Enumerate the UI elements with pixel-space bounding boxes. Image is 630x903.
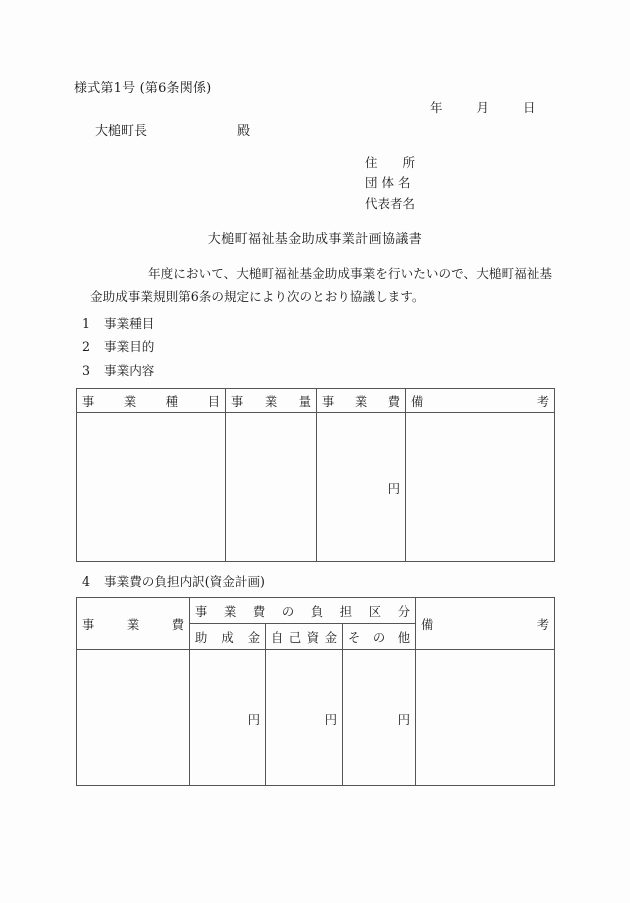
cell-business-volume-value: [226, 486, 316, 488]
addressee-line: [95, 120, 250, 139]
col-header-business-cost: 事業費: [317, 389, 406, 413]
page-title: 大槌町福祉基金助成事業計画協議書: [207, 232, 423, 247]
list-item-2-number: 2: [82, 339, 91, 354]
addressee-honorific: 殿: [237, 124, 251, 139]
body-paragraph: 年度において、大槌町福祉基金助成事業を行いたいので、大槌町福祉基金助成事業規則第6条の規定により次のとおり協議します。: [90, 266, 552, 304]
list-item-4-number: 4: [82, 574, 91, 589]
date-month-label: 月: [476, 100, 489, 115]
cost-breakdown-table: [76, 597, 555, 786]
applicant-address-label: 住 所: [365, 155, 416, 170]
date-year-label: 年: [430, 100, 443, 115]
table-row: [77, 413, 555, 562]
form-number: 様式第1号 (第6条関係): [74, 81, 212, 96]
cell-business-cost-unit: 円: [387, 482, 400, 496]
applicant-representative-label: 代表者名: [365, 195, 416, 211]
cell-business-cost[interactable]: [317, 413, 406, 562]
applicant-field-block: [365, 153, 415, 214]
addressee-name: 大槌町長: [95, 124, 148, 139]
col-header-grant: 助成金: [190, 624, 266, 650]
cell-grant-unit: 円: [247, 712, 260, 727]
applicant-organization-label: 団 体 名: [365, 175, 411, 191]
cell-total-cost-value: [77, 717, 189, 719]
col-header-remarks: 備考: [416, 598, 555, 650]
list-item-3: [82, 360, 154, 379]
table-header-row: [77, 389, 555, 413]
list-item-2-label: 事業目的: [104, 339, 155, 354]
col-header-cost-share-group: 事業費の負担区分: [190, 598, 416, 624]
list-item-1-label: 事業種目: [104, 316, 155, 331]
col-header-own-funds: 自己資金: [266, 624, 343, 650]
list-item-1-number: 1: [82, 316, 91, 331]
table-row: [77, 650, 555, 786]
cell-total-cost[interactable]: [77, 650, 190, 786]
col-header-total-cost: 事業費: [77, 598, 190, 650]
cell-remarks[interactable]: [406, 413, 555, 562]
cell-business-type-value: [77, 486, 225, 488]
cell-own-funds[interactable]: [266, 650, 343, 786]
col-header-business-type: 事業種目: [77, 389, 226, 413]
date-line: [430, 98, 535, 116]
cell-grant[interactable]: [190, 650, 266, 786]
table-header-row-top: [77, 598, 555, 624]
business-plan-table: [76, 388, 555, 562]
list-item-4-label: 事業費の負担内訳(資金計画): [104, 574, 265, 589]
list-item-1: [82, 313, 154, 332]
cell-other[interactable]: [343, 650, 416, 786]
cell-remarks-value: [416, 717, 554, 719]
col-header-business-volume: 事業量: [226, 389, 317, 413]
col-header-other: その他: [343, 624, 416, 650]
cell-own-funds-unit: 円: [324, 712, 337, 727]
cell-business-type[interactable]: [77, 413, 226, 562]
list-item-2: [82, 336, 154, 355]
col-header-remarks: 備考: [406, 389, 555, 413]
cell-remarks[interactable]: [416, 650, 555, 786]
list-item-3-number: 3: [82, 363, 91, 378]
cell-other-unit: 円: [397, 712, 411, 727]
list-item-3-label: 事業内容: [104, 363, 155, 378]
list-item-4: [82, 571, 265, 590]
cell-business-volume[interactable]: [226, 413, 317, 562]
cell-remarks-value: [406, 486, 554, 488]
date-day-label: 日: [522, 100, 536, 115]
